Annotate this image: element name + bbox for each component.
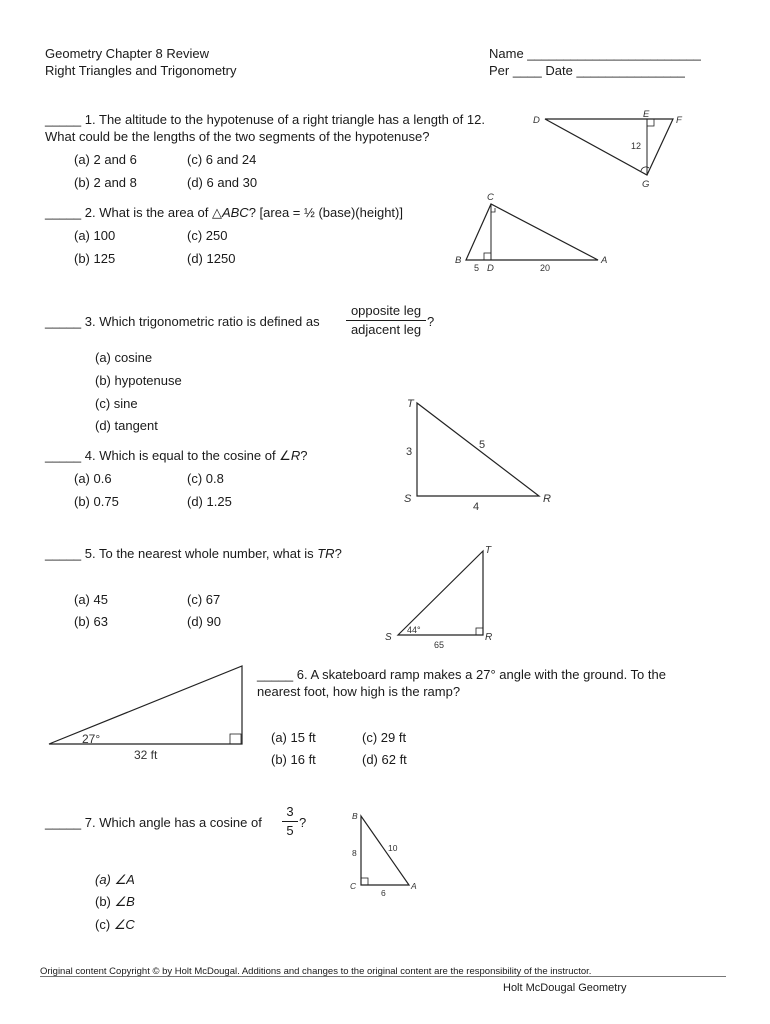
q7-fraction [282, 804, 298, 839]
fraction-denominator: adjacent leg [350, 322, 422, 337]
q1-choice-a: (a) 2 and 6 [74, 152, 137, 167]
vertex-label-b: B [455, 255, 462, 266]
q7-text: _____ 7. Which angle has a cosine of [45, 815, 262, 830]
q4-choice-c: (c) 0.8 [187, 471, 224, 486]
fraction-numerator: opposite leg [350, 303, 422, 318]
q6-text: _____ 6. A skateboard ramp makes a 27° angle with the ground. To the [257, 667, 666, 682]
side-length-label: 8 [352, 848, 357, 858]
answer-blank: _____ [257, 667, 294, 682]
q1-choice-b: (b) 2 and 8 [74, 175, 137, 190]
angle-symbol: ∠ [279, 448, 291, 463]
vertex-label-r: R [543, 493, 551, 505]
fraction-numerator: 3 [286, 804, 294, 819]
segment-length-label: 12 [631, 141, 642, 151]
q1-choice-d: (d) 6 and 30 [187, 175, 258, 190]
side-length-label: 10 [388, 843, 398, 853]
q3-choice-c: (c) sine [95, 396, 138, 411]
q1-text: _____ 1. The altitude to the hypotenuse of a right triangle has a length of 12. [45, 112, 485, 127]
copyright-notice: Original content Copyright © by Holt McDougal. Additions and changes to the original content are the responsibility of the instructor. [40, 966, 592, 977]
q6-choice-a: (a) 15 ft [271, 730, 316, 745]
per-date-field: Per ____ Date _______________ [489, 63, 685, 78]
vertex-label-b: B [352, 811, 358, 821]
vertex-label-c: C [350, 881, 357, 891]
q5-text: _____ 5. To the nearest whole number, what is TR? [45, 546, 342, 561]
q5-choice-d: (d) 90 [187, 614, 221, 629]
answer-blank: _____ [45, 815, 82, 830]
angle-label: 27° [82, 732, 101, 746]
vertex-label-g: G [642, 179, 650, 190]
q2-choice-b: (b) 125 [74, 251, 116, 266]
worksheet-subtitle: Right Triangles and Trigonometry [45, 63, 237, 78]
publisher-footer: Holt McDougal Geometry [503, 982, 627, 994]
q4-choice-b: (b) 0.75 [74, 494, 119, 509]
side-length-label: 5 [479, 439, 486, 451]
q7-choice-c: (c) ∠C [95, 917, 135, 932]
worksheet-title: Geometry Chapter 8 Review [45, 46, 210, 61]
q1-choice-c: (c) 6 and 24 [187, 152, 257, 167]
q2-choice-c: (c) 250 [187, 228, 228, 243]
angle-label: 44° [407, 625, 421, 635]
q7-choice-b: (b) ∠B [95, 894, 135, 909]
answer-blank: _____ [45, 205, 82, 220]
answer-blank: _____ [45, 112, 82, 127]
q3-qmark: ? [427, 314, 435, 329]
answer-blank: _____ [45, 314, 82, 329]
q2-choice-d: (d) 1250 [187, 251, 236, 266]
q4-triangle-figure [398, 392, 568, 517]
q6-choice-c: (c) 29 ft [362, 730, 407, 745]
q7-qmark: ? [299, 815, 307, 830]
q6-choice-d: (d) 62 ft [362, 752, 407, 767]
q5-choice-c: (c) 67 [187, 592, 221, 607]
segment-length-label: 20 [540, 263, 551, 273]
vertex-label-r: R [485, 632, 493, 643]
vertex-label-s: S [385, 632, 392, 643]
q4-text: _____ 4. Which is equal to the cosine of ∠R? [45, 448, 308, 463]
triangle-symbol: △ [211, 205, 222, 220]
fraction-denominator: 5 [286, 823, 294, 838]
vertex-label-c: C [487, 192, 494, 203]
q6-ramp-figure [40, 660, 250, 765]
ramp-length-label: 32 ft [134, 748, 158, 762]
q3-choice-d: (d) tangent [95, 418, 158, 433]
side-length-label: 3 [406, 446, 413, 458]
q1-triangle-figure [525, 105, 695, 190]
vertex-label-s: S [404, 493, 412, 505]
q2-triangle-figure [450, 190, 620, 275]
answer-blank: _____ [45, 546, 82, 561]
q3-text: _____ 3. Which trigonometric ratio is defined as [45, 314, 320, 329]
q6-choice-b: (b) 16 ft [271, 752, 316, 767]
vertex-label-t: T [485, 545, 492, 556]
q5-choice-b: (b) 63 [74, 614, 108, 629]
side-length-label: 6 [381, 888, 386, 898]
name-field: Name ________________________ [489, 46, 701, 61]
vertex-label-a: A [411, 881, 417, 891]
vertex-label-e: E [643, 109, 650, 120]
vertex-label-d: D [487, 263, 494, 274]
segment-length-label: 5 [474, 263, 480, 273]
q2-text: _____ 2. What is the area of △ABC? [area = ½ (base)(height)] [45, 205, 403, 220]
segment-length-label: 65 [434, 640, 445, 650]
vertex-label-a: A [601, 255, 608, 266]
vertex-label-d: D [533, 115, 540, 126]
q5-triangle-figure [380, 540, 510, 655]
vertex-label-t: T [407, 398, 414, 410]
q7-triangle-figure [345, 806, 430, 901]
vertex-label-f: F [676, 115, 682, 126]
q3-fraction [346, 303, 426, 338]
q6-text-line2: nearest foot, how high is the ramp? [257, 684, 461, 699]
q2-choice-a: (a) 100 [74, 228, 116, 243]
answer-blank: _____ [45, 448, 82, 463]
q3-choice-a: (a) cosine [95, 350, 153, 365]
q5-choice-a: (a) 45 [74, 592, 108, 607]
q3-choice-b: (b) hypotenuse [95, 373, 182, 388]
q4-choice-a: (a) 0.6 [74, 471, 112, 486]
q1-text-line2: What could be the lengths of the two segments of the hypotenuse? [45, 129, 430, 144]
q4-choice-d: (d) 1.25 [187, 494, 232, 509]
side-length-label: 4 [473, 501, 480, 513]
q7-choice-a: (a) ∠A [95, 872, 135, 887]
footer-divider [40, 976, 726, 977]
